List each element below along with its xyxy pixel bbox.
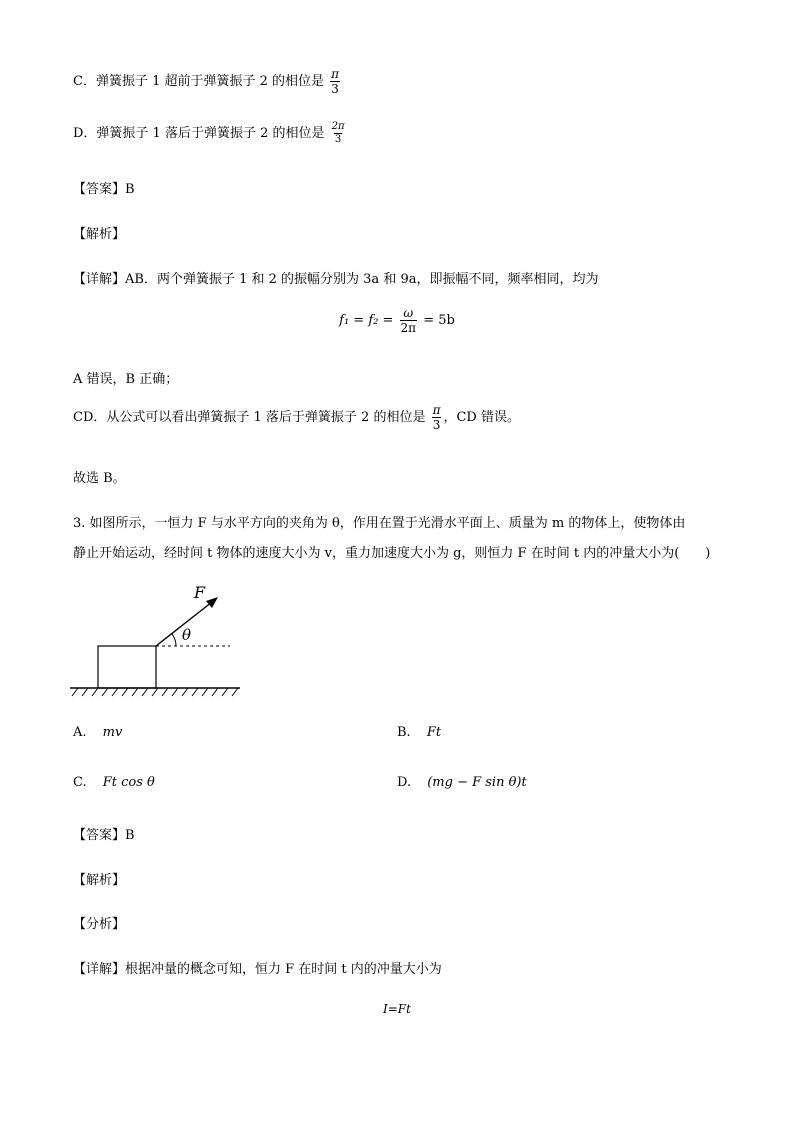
formula-fraction: [400, 307, 418, 334]
fraction-denominator: 3: [334, 134, 342, 145]
q3-analysis-tag: 【解析】: [73, 873, 126, 888]
formula-lhs: f₁ = f₂ =: [339, 313, 394, 328]
cd-fraction: [432, 404, 442, 431]
fraction-denominator: 3: [432, 418, 441, 432]
q3-detail: [73, 958, 442, 977]
option-c-text: C．弹簧振子 1 超前于弹簧振子 2 的相位是: [73, 74, 325, 89]
q3-answer: [73, 824, 135, 843]
ground-hatching: [72, 688, 238, 696]
cd-tail: ，CD 错误。: [443, 410, 520, 425]
option-c-fraction: [330, 68, 340, 95]
q2-formula: [0, 307, 794, 334]
option-value: mv: [102, 725, 123, 740]
fraction-denominator: 2π: [400, 321, 417, 335]
force-diagram: [66, 578, 246, 698]
option-d-fraction: [331, 122, 346, 145]
answer-tag: 【答案】: [73, 182, 126, 197]
fraction-denominator: 3: [331, 82, 339, 96]
q3-option-c: [73, 775, 155, 790]
option-label: D.: [397, 775, 412, 790]
q2-conclusion-ab: A 错误，B 正确；: [73, 372, 179, 387]
fraction-numerator: π: [331, 67, 340, 81]
fraction-numerator: π: [432, 403, 441, 417]
option-c-prev: [73, 68, 342, 95]
answer-value: B: [125, 828, 135, 843]
q2-select: 故选 B。: [73, 471, 126, 486]
q3-option-b: [397, 725, 441, 740]
q3-option-a: [73, 725, 122, 740]
detail-tag: 【详解】: [73, 962, 126, 977]
answer-value: B: [125, 182, 135, 197]
q3-fenxi-tag: 【分析】: [73, 917, 126, 932]
formula-rhs: = 5b: [423, 313, 455, 328]
fraction-numerator: ω: [403, 306, 414, 320]
option-value: (mg − F sin θ)t: [427, 775, 527, 790]
option-value: Ft: [426, 725, 442, 740]
detail-tag: 【详解】: [73, 272, 126, 287]
q2-cd-line: [73, 404, 520, 431]
q2-detail: [73, 268, 598, 287]
option-label: A.: [73, 725, 87, 740]
block: [98, 646, 156, 688]
answer-tag: 【答案】: [73, 828, 126, 843]
angle-arc: [172, 634, 176, 646]
option-d-text: D．弹簧振子 1 落后于弹簧振子 2 的相位是: [73, 126, 325, 141]
fraction-numerator: 2π: [331, 121, 345, 132]
option-value: Ft cos θ: [102, 775, 155, 790]
force-label: F: [194, 583, 206, 602]
q2-answer: [73, 178, 135, 197]
q3-option-d: [397, 775, 527, 790]
angle-label: θ: [182, 626, 192, 644]
option-d-prev: [73, 122, 348, 145]
q2-analysis-tag: 【解析】: [73, 227, 126, 242]
cd-text: CD．从公式可以看出弹簧振子 1 落后于弹簧振子 2 的相位是: [73, 410, 426, 425]
q3-result-formula: I=Ft: [383, 1002, 411, 1016]
q3-stem-line1: 3. 如图所示，一恒力 F 与水平方向的夹角为 θ，作用在置于光滑水平面上、质量为 m 的物体上，使物体由: [73, 516, 686, 531]
option-label: B.: [397, 725, 411, 740]
option-label: C.: [73, 775, 87, 790]
detail-text: AB．两个弹簧振子 1 和 2 的振幅分别为 3a 和 9a，即振幅不同，频率相同，均为: [125, 272, 599, 287]
q3-stem-line2: 静止开始运动，经时间 t 物体的速度大小为 v，重力加速度大小为 g，则恒力 F 在时间 t 内的冲量大小为( ): [73, 546, 711, 561]
detail-text: 根据冲量的概念可知，恒力 F 在时间 t 内的冲量大小为: [125, 962, 442, 977]
force-arrowhead: [206, 597, 218, 608]
